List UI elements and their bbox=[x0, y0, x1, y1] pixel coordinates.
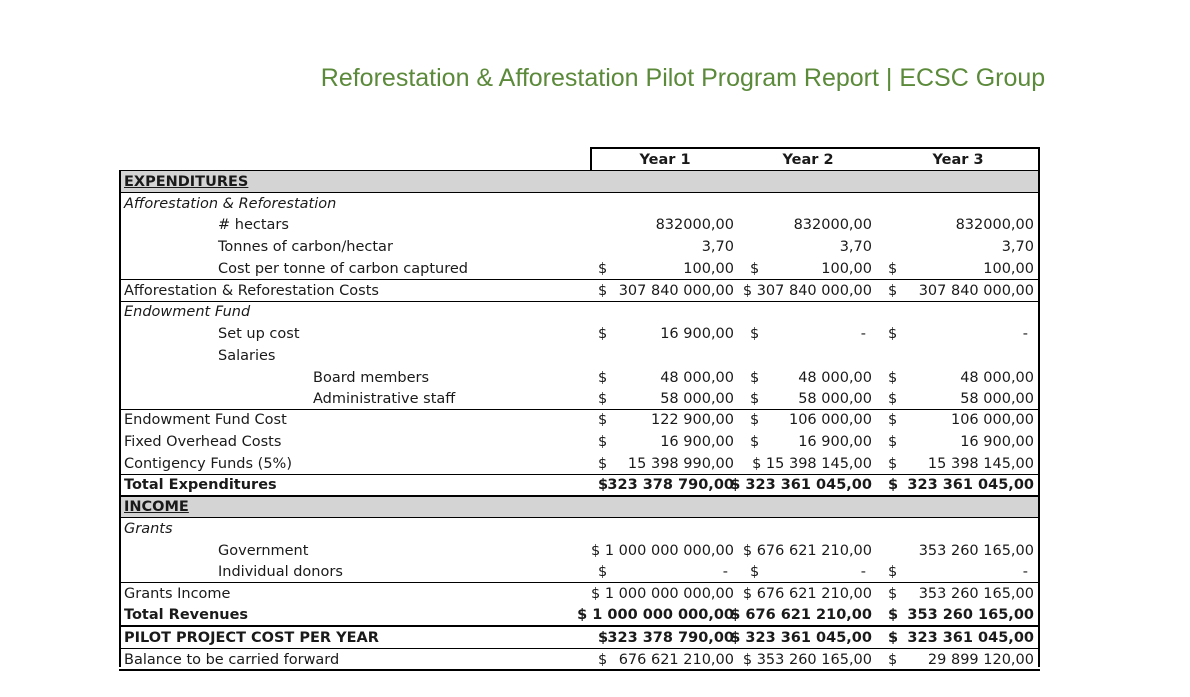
section-income: INCOME bbox=[124, 499, 189, 515]
currency-sign: $ bbox=[888, 630, 899, 646]
value-government-y3: 353 260 165,00 bbox=[918, 543, 1034, 559]
currency-sign: $ bbox=[888, 283, 898, 299]
value-cost-per-tonne-y2: 100,00 bbox=[821, 261, 872, 277]
currency-sign: $ bbox=[598, 283, 608, 299]
currency-sign: $ bbox=[888, 456, 898, 472]
value-setup-y1: 16 900,00 bbox=[660, 326, 734, 342]
currency-sign: $ bbox=[750, 370, 760, 386]
currency-sign: $ bbox=[750, 412, 760, 428]
value-grants-income-y3: 353 260 165,00 bbox=[918, 586, 1034, 602]
value-contingency-y2: $ 15 398 145,00 bbox=[752, 456, 872, 472]
currency-sign: $ bbox=[888, 326, 898, 342]
value-total-rev-y3: 353 260 165,00 bbox=[907, 607, 1034, 623]
label-balance: Balance to be carried forward bbox=[124, 652, 340, 668]
value-board-y1: 48 000,00 bbox=[660, 370, 734, 386]
grants-header: Grants bbox=[124, 521, 173, 537]
value-tonnes-y3: 3,70 bbox=[1001, 239, 1034, 255]
value-board-y2: 48 000,00 bbox=[798, 370, 872, 386]
currency-sign: $ bbox=[598, 434, 608, 450]
value-contingency-y3: 15 398 145,00 bbox=[927, 456, 1034, 472]
value-affor-costs-y2: $ 307 840 000,00 bbox=[742, 283, 872, 299]
currency-sign: $ bbox=[888, 370, 898, 386]
year-2-header: Year 2 bbox=[782, 152, 834, 168]
label-tonnes: Tonnes of carbon/hectar bbox=[218, 239, 393, 255]
currency-sign: $ bbox=[598, 564, 608, 580]
currency-sign: $ bbox=[598, 391, 608, 407]
label-donors: Individual donors bbox=[218, 564, 343, 580]
currency-sign: $ bbox=[888, 261, 898, 277]
currency-sign: $ bbox=[750, 261, 760, 277]
value-admin-y1: 58 000,00 bbox=[660, 391, 734, 407]
value-endow-cost-y3: 106 000,00 bbox=[950, 412, 1034, 428]
value-pilot-cost-y1: 323 378 790,00 bbox=[607, 630, 734, 646]
value-cost-per-tonne-y3: 100,00 bbox=[983, 261, 1034, 277]
label-contingency: Contigency Funds (5%) bbox=[124, 456, 292, 472]
value-total-rev-y1: $ 1 000 000 000,00 bbox=[577, 607, 734, 623]
currency-sign: $ bbox=[598, 477, 609, 493]
currency-sign: $ bbox=[750, 564, 760, 580]
year-3-header: Year 3 bbox=[932, 152, 984, 168]
value-hectars-y2: 832000,00 bbox=[793, 217, 872, 233]
value-total-exp-y1: 323 378 790,00 bbox=[607, 477, 734, 493]
value-board-y3: 48 000,00 bbox=[960, 370, 1034, 386]
currency-sign: $ bbox=[598, 630, 609, 646]
value-government-y1: $ 1 000 000 000,00 bbox=[591, 543, 734, 559]
currency-sign: $ bbox=[750, 434, 760, 450]
value-endow-cost-y2: 106 000,00 bbox=[788, 412, 872, 428]
value-grants-income-y1: $ 1 000 000 000,00 bbox=[591, 586, 734, 602]
value-grants-income-y2: $ 676 621 210,00 bbox=[742, 586, 872, 602]
value-overhead-y3: 16 900,00 bbox=[960, 434, 1034, 450]
currency-sign: $ bbox=[598, 261, 608, 277]
value-balance-y3: 29 899 120,00 bbox=[927, 652, 1034, 668]
value-affor-costs-y1: 307 840 000,00 bbox=[618, 283, 734, 299]
value-overhead-y2: 16 900,00 bbox=[798, 434, 872, 450]
value-tonnes-y2: 3,70 bbox=[839, 239, 872, 255]
currency-sign: $ bbox=[888, 391, 898, 407]
value-endow-cost-y1: 122 900,00 bbox=[650, 412, 734, 428]
currency-sign: $ bbox=[750, 391, 760, 407]
value-admin-y2: 58 000,00 bbox=[798, 391, 872, 407]
value-setup-y2: - bbox=[860, 326, 866, 342]
value-pilot-cost-y2: $ 323 361 045,00 bbox=[730, 630, 872, 646]
value-donors-y1: - bbox=[722, 564, 728, 580]
label-hectars: # hectars bbox=[218, 217, 289, 233]
page-title: Reforestation & Afforestation Pilot Program Report | ECSC Group bbox=[320, 64, 1046, 92]
value-hectars-y1: 832000,00 bbox=[655, 217, 734, 233]
value-balance-y1: 676 621 210,00 bbox=[618, 652, 734, 668]
currency-sign: $ bbox=[888, 586, 898, 602]
value-contingency-y1: 15 398 990,00 bbox=[627, 456, 734, 472]
value-total-exp-y2: $ 323 361 045,00 bbox=[730, 477, 872, 493]
value-affor-costs-y3: 307 840 000,00 bbox=[918, 283, 1034, 299]
value-donors-y3: - bbox=[1022, 564, 1028, 580]
currency-sign: $ bbox=[888, 412, 898, 428]
label-setup: Set up cost bbox=[218, 326, 300, 342]
endowment-header: Endowment Fund bbox=[124, 304, 251, 320]
currency-sign: $ bbox=[598, 412, 608, 428]
label-total-exp: Total Expenditures bbox=[124, 477, 277, 493]
label-cost-per-tonne: Cost per tonne of carbon captured bbox=[218, 261, 468, 277]
currency-sign: $ bbox=[888, 652, 898, 668]
label-endow-cost: Endowment Fund Cost bbox=[124, 412, 287, 428]
currency-sign: $ bbox=[888, 477, 899, 493]
value-setup-y3: - bbox=[1022, 326, 1028, 342]
value-total-exp-y3: 323 361 045,00 bbox=[907, 477, 1034, 493]
value-donors-y2: - bbox=[860, 564, 866, 580]
value-admin-y3: 58 000,00 bbox=[960, 391, 1034, 407]
affor-header: Afforestation & Reforestation bbox=[124, 196, 337, 212]
label-total-rev: Total Revenues bbox=[124, 607, 249, 623]
currency-sign: $ bbox=[598, 652, 608, 668]
value-total-rev-y2: $ 676 621 210,00 bbox=[730, 607, 872, 623]
currency-sign: $ bbox=[598, 370, 608, 386]
value-government-y2: $ 676 621 210,00 bbox=[742, 543, 872, 559]
value-hectars-y3: 832000,00 bbox=[955, 217, 1034, 233]
value-cost-per-tonne-y1: 100,00 bbox=[683, 261, 734, 277]
label-grants-income: Grants Income bbox=[124, 586, 231, 602]
currency-sign: $ bbox=[888, 564, 898, 580]
currency-sign: $ bbox=[598, 456, 608, 472]
section-expenditures: EXPENDITURES bbox=[124, 174, 249, 190]
currency-sign: $ bbox=[750, 326, 760, 342]
value-pilot-cost-y3: 323 361 045,00 bbox=[907, 630, 1034, 646]
value-tonnes-y1: 3,70 bbox=[701, 239, 734, 255]
label-government: Government bbox=[218, 543, 309, 559]
currency-sign: $ bbox=[888, 434, 898, 450]
year-1-header: Year 1 bbox=[639, 152, 691, 168]
value-balance-y2: $ 353 260 165,00 bbox=[742, 652, 872, 668]
currency-sign: $ bbox=[598, 326, 608, 342]
label-pilot-cost: PILOT PROJECT COST PER YEAR bbox=[124, 630, 379, 646]
label-affor-costs: Afforestation & Reforestation Costs bbox=[124, 283, 379, 299]
label-salaries: Salaries bbox=[218, 348, 276, 364]
label-board: Board members bbox=[313, 370, 430, 386]
value-overhead-y1: 16 900,00 bbox=[660, 434, 734, 450]
currency-sign: $ bbox=[888, 607, 899, 623]
label-overhead: Fixed Overhead Costs bbox=[124, 434, 282, 450]
label-admin: Administrative staff bbox=[313, 391, 456, 407]
